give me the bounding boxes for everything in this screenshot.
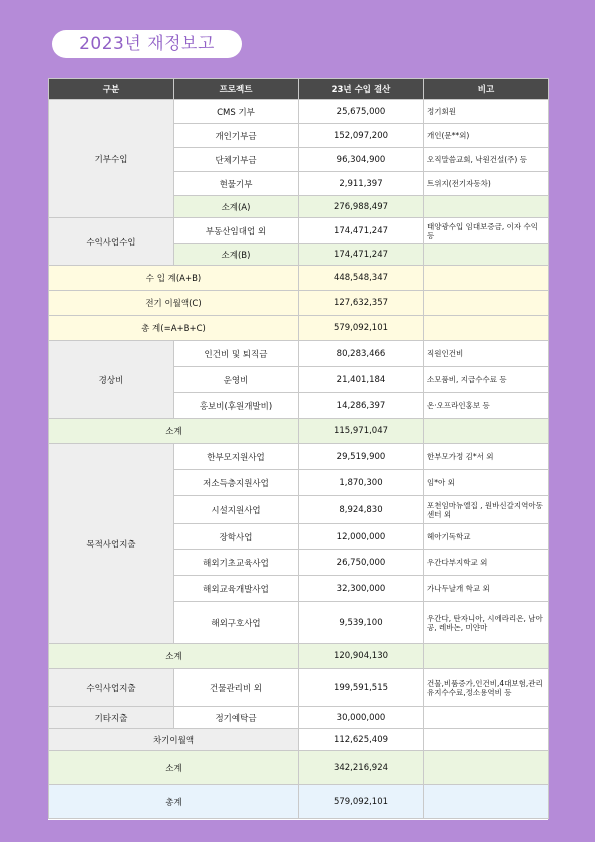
subtotal-row (49, 419, 549, 444)
subtotal-label: 소계(A) (174, 196, 299, 218)
grand-total-row (49, 316, 549, 341)
note-cell: 가나두날개 학교 외 (424, 576, 549, 602)
empty-note (424, 316, 549, 341)
project-cell: 해외교육개발사업 (174, 576, 299, 602)
next-carryover-label: 차기이월액 (49, 729, 299, 751)
amount-cell: 29,519,900 (299, 444, 424, 470)
amount-cell: 1,870,300 (299, 470, 424, 496)
empty-note (424, 291, 549, 316)
header-amount: 23년 수입 결산 (299, 79, 424, 100)
note-cell: 트위지(전기자동차) (424, 172, 549, 196)
header-note: 비고 (424, 79, 549, 100)
project-cell: 저소득층지원사업 (174, 470, 299, 496)
project-cell: 인건비 및 퇴직금 (174, 341, 299, 367)
subtotal-label: 소계 (49, 644, 299, 669)
expense-total-row (49, 785, 549, 819)
amount-cell: 14,286,397 (299, 393, 424, 419)
amount-cell: 12,000,000 (299, 524, 424, 550)
category-business-income: 수익사업수입 (49, 218, 174, 266)
project-cell: 홍보비(후원개발비) (174, 393, 299, 419)
amount-cell: 152,097,200 (299, 124, 424, 148)
subtotal-amount: 276,988,497 (299, 196, 424, 218)
next-carryover-amount: 112,625,409 (299, 729, 424, 751)
empty-note (424, 729, 549, 751)
empty-note (424, 244, 549, 266)
category-donation: 기부수입 (49, 100, 174, 218)
note-cell: 한부모가정 김*서 외 (424, 444, 549, 470)
amount-cell: 26,750,000 (299, 550, 424, 576)
empty-note (424, 419, 549, 444)
project-cell: CMS 기부 (174, 100, 299, 124)
category-operating: 경상비 (49, 341, 174, 419)
subtotal-label: 소계(B) (174, 244, 299, 266)
subtotal-amount: 115,971,047 (299, 419, 424, 444)
next-carryover-row (49, 729, 549, 751)
amount-cell: 80,283,466 (299, 341, 424, 367)
header-category: 구분 (49, 79, 174, 100)
amount-cell: 96,304,900 (299, 148, 424, 172)
note-cell: 헤아기독학교 (424, 524, 549, 550)
expense-total-label: 총계 (49, 785, 299, 819)
amount-cell: 25,675,000 (299, 100, 424, 124)
carryover-amount: 127,632,357 (299, 291, 424, 316)
expense-subtotal-row (49, 751, 549, 785)
project-cell: 부동산임대업 외 (174, 218, 299, 244)
category-purpose: 목적사업지출 (49, 444, 174, 644)
grand-total-label: 총 계(=A+B+C) (49, 316, 299, 341)
carryover-label: 전기 이월액(C) (49, 291, 299, 316)
grand-total-amount: 579,092,101 (299, 316, 424, 341)
amount-cell: 21,401,184 (299, 367, 424, 393)
note-cell: 정기회원 (424, 100, 549, 124)
subtotal-amount: 174,471,247 (299, 244, 424, 266)
header-project: 프로젝트 (174, 79, 299, 100)
subtotal-amount: 120,904,130 (299, 644, 424, 669)
project-cell: 해외기초교육사업 (174, 550, 299, 576)
page-title: 2023년 재정보고 (52, 30, 242, 58)
project-cell: 한부모지원사업 (174, 444, 299, 470)
table-row (49, 707, 549, 729)
category-other-expense: 기타지출 (49, 707, 174, 729)
table-row (49, 341, 549, 367)
note-cell: 임*아 외 (424, 470, 549, 496)
income-total-amount: 448,548,347 (299, 266, 424, 291)
empty-note (424, 644, 549, 669)
expense-subtotal-amount: 342,216,924 (299, 751, 424, 785)
expense-total-amount: 579,092,101 (299, 785, 424, 819)
amount-cell: 30,000,000 (299, 707, 424, 729)
empty-note (424, 751, 549, 785)
project-cell: 정기예탁금 (174, 707, 299, 729)
carryover-row (49, 291, 549, 316)
note-cell: 포천임마뉴엘집 , 원바신갈지역아동센터 외 (424, 496, 549, 524)
amount-cell: 199,591,515 (299, 669, 424, 707)
income-total-label: 수 입 계(A+B) (49, 266, 299, 291)
project-cell: 현물기부 (174, 172, 299, 196)
amount-cell: 9,539,100 (299, 602, 424, 644)
amount-cell: 174,471,247 (299, 218, 424, 244)
table-row (49, 669, 549, 707)
note-cell: 우간다, 탄자니아, 시에라리온, 남아공, 레바논, 미얀마 (424, 602, 549, 644)
table-header-row (49, 79, 549, 100)
project-cell: 건물관리비 외 (174, 669, 299, 707)
note-cell: 온·오프라인홍보 등 (424, 393, 549, 419)
project-cell: 장학사업 (174, 524, 299, 550)
note-cell: 소모품비, 지급수수료 등 (424, 367, 549, 393)
note-cell: 우간다부지학교 외 (424, 550, 549, 576)
note-cell: 개인(문**외) (424, 124, 549, 148)
amount-cell: 2,911,397 (299, 172, 424, 196)
note-cell: 태양광수입 임대보증금, 이자 수익 등 (424, 218, 549, 244)
finance-table (48, 78, 549, 819)
project-cell: 시설지원사업 (174, 496, 299, 524)
project-cell: 개인기부금 (174, 124, 299, 148)
table-row (49, 444, 549, 470)
empty-note (424, 707, 549, 729)
project-cell: 해외구호사업 (174, 602, 299, 644)
empty-note (424, 196, 549, 218)
amount-cell: 32,300,000 (299, 576, 424, 602)
empty-note (424, 785, 549, 819)
project-cell: 단체기부금 (174, 148, 299, 172)
note-cell: 직원인건비 (424, 341, 549, 367)
note-cell: 건물,비품증가,인건비,4대보험,관리유지수수료,정소용역비 등 (424, 669, 549, 707)
category-business-expense: 수익사업지출 (49, 669, 174, 707)
project-cell: 운영비 (174, 367, 299, 393)
amount-cell: 8,924,830 (299, 496, 424, 524)
note-cell: 오직말씀교회, 낙원건설(주) 등 (424, 148, 549, 172)
table-row (49, 218, 549, 244)
income-total-row (49, 266, 549, 291)
subtotal-label: 소계 (49, 419, 299, 444)
empty-note (424, 266, 549, 291)
expense-subtotal-label: 소계 (49, 751, 299, 785)
table-row (49, 100, 549, 124)
subtotal-row (49, 644, 549, 669)
